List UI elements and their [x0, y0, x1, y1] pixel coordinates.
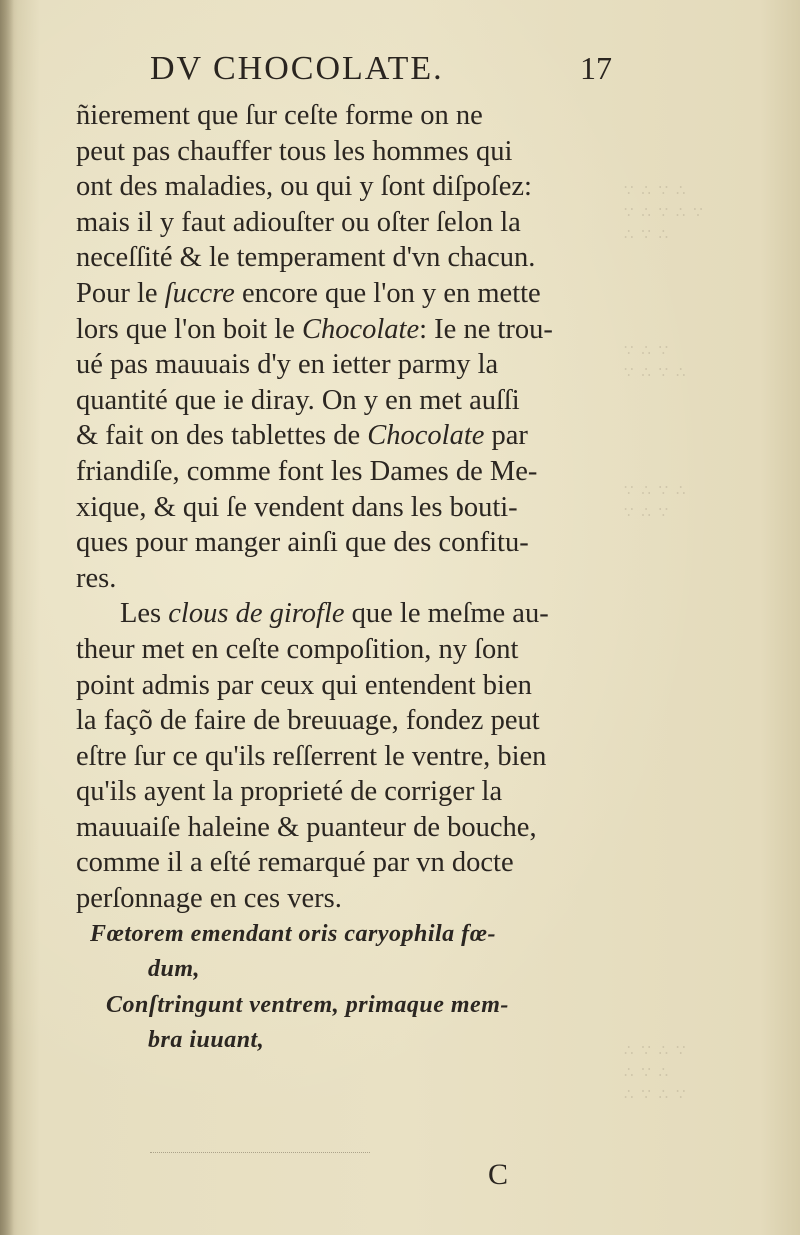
verse-line: Conſtringunt ventrem, primaque mem- [106, 991, 509, 1018]
text-line [76, 418, 606, 454]
text-line: mais il y faut adiouſter ou oſter ſelon la [76, 206, 521, 238]
text-line: ques pour manger ainſi que des confitu- [76, 527, 529, 559]
running-head: DV CHOCOLATE. [150, 50, 444, 87]
text-line: perſonnage en ces vers. [76, 883, 342, 915]
text-line [76, 276, 606, 312]
verse-line: Fœtorem emendant oris caryophila fœ- [90, 920, 496, 947]
italic-term: clous de girofle [168, 598, 345, 630]
text-line: quantité que ie diray. On y en met auſſi [76, 384, 520, 416]
text-segment: : Ie ne trou- [419, 313, 553, 345]
text-segment: lors que l'on boit le [76, 313, 302, 345]
text-line [76, 596, 606, 632]
italic-term: Chocolate [367, 420, 485, 452]
decorative-rule [150, 1152, 370, 1153]
text-segment: Les [120, 598, 169, 630]
binding-shadow [0, 0, 14, 1235]
text-line: ué pas mauuais d'y en ietter parmy la [76, 349, 499, 381]
text-line: theur met en ceſte compoſition, ny ſont [76, 633, 519, 665]
italic-term: Chocolate [301, 313, 420, 345]
text-line: la façõ de faire de breuuage, fondez peut [76, 705, 540, 737]
text-line: qu'ils ayent la proprieté de corriger la [76, 776, 503, 808]
verse-line: bra iuuant, [148, 1027, 265, 1054]
text-line: neceſſité & le temperament d'vn chacun. [76, 242, 536, 274]
text-line: ñierement que ſur ceſte forme on ne [76, 100, 483, 131]
show-through-text: ∴ ∵ ∴ ∵ ∵ ∴ ∵ [622, 483, 686, 521]
show-through-text: ∴ ∵ ∴ ∵ ∵ ∴ ∵ ∴ ∵ ∴ ∵ ∴ [622, 183, 703, 243]
text-segment: par [484, 420, 528, 452]
text-line: ont des maladies, ou qui y ſont diſpoſez: [76, 171, 532, 203]
text-line: res. [76, 562, 117, 594]
text-line: xique, & qui ſe vendent dans les bouti- [76, 491, 518, 523]
body-text [76, 98, 606, 1059]
text-segment: que le meſme au- [344, 598, 549, 630]
italic-term: ſuccre [164, 277, 235, 309]
text-line: comme il a eſté remarqué par vn docte [76, 847, 514, 879]
verse-line: dum, [148, 956, 201, 983]
page-number: 17 [580, 50, 612, 86]
signature-mark: C [488, 1158, 509, 1191]
text-segment: Pour le [76, 277, 165, 309]
text-line: peut pas chauffer tous les hommes qui [76, 135, 513, 167]
text-line: friandiſe, comme font les Dames de Me- [76, 455, 538, 487]
text-line: mauuaiſe haleine & puanteur de bouche, [76, 811, 537, 843]
text-line: point admis par ceux qui entendent bien [76, 669, 532, 701]
text-line: eſtre ſur ce qu'ils reſſerrent le ventre, bien [76, 740, 547, 772]
text-line [76, 312, 606, 348]
show-through-text: ∵ ∴ ∵ ∴ ∴ ∵ ∴ ∵ ∴ ∵ ∴ [622, 1043, 686, 1103]
show-through-text: ∵ ∴ ∵ ∴ ∵ ∴ ∵ [622, 343, 686, 381]
text-segment: & fait on des tablettes de [76, 420, 368, 452]
text-segment: encore que l'on y en mette [234, 277, 541, 309]
